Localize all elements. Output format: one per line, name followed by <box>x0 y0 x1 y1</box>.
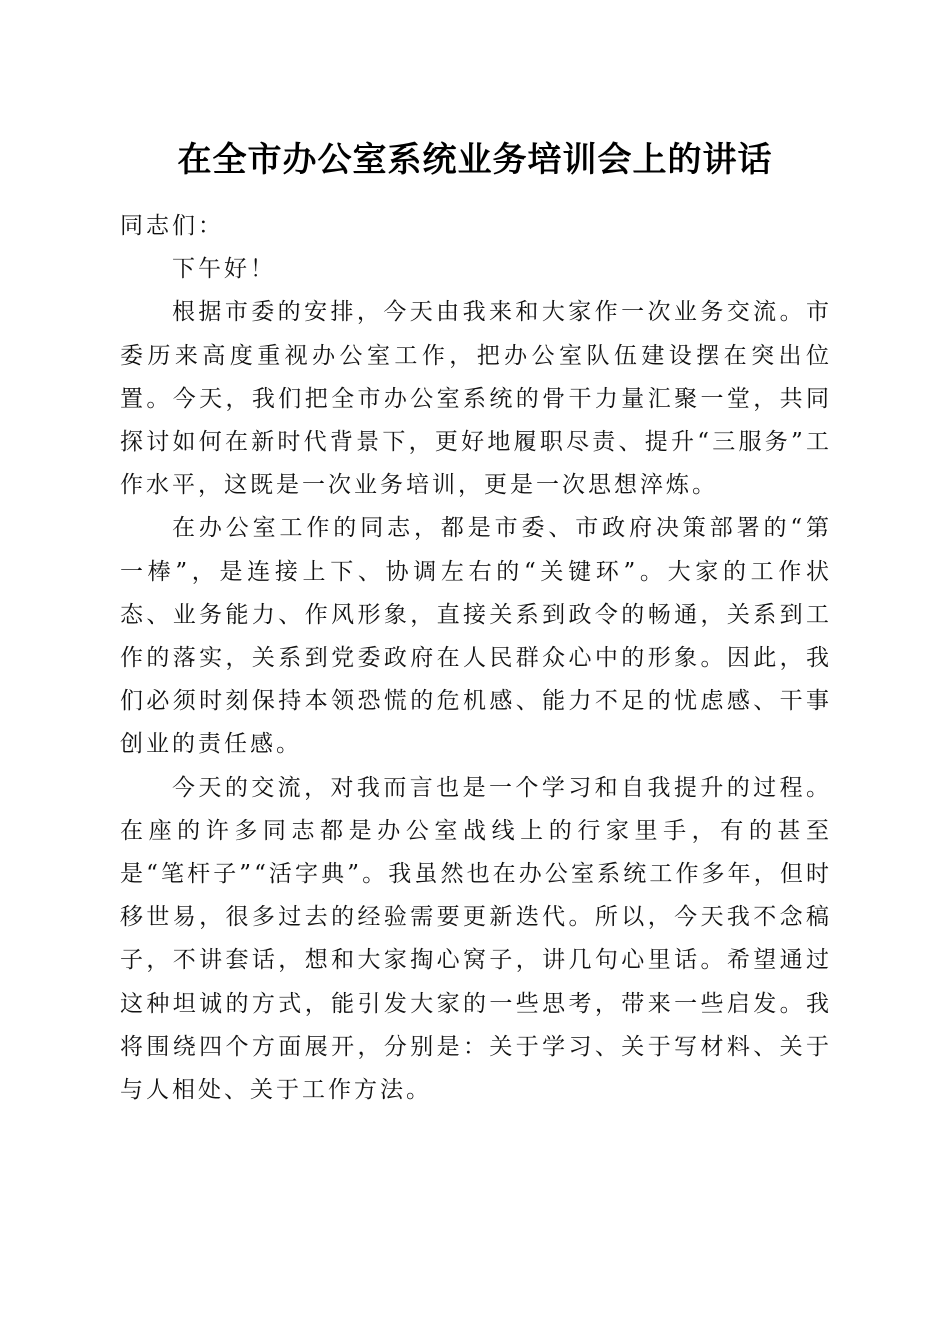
document-body <box>120 205 832 1112</box>
greeting: 下午好！ <box>172 256 276 283</box>
document-title: 在全市办公室系统业务培训会上的讲话 <box>177 140 773 180</box>
salutation: 同志们： <box>120 213 224 239</box>
paragraph: 根据市委的安排，今天由我来和大家作一次业务交流。市委历来高度重视办公室工作，把办公室队伍建设摆在突出位置。今天，我们把全市办公室系统的骨干力量汇聚一堂，共同探讨如何在新时代背景下，更好地履职尽责、提升“三服务”工作水平，这既是一次业务培训，更是一次思想淬炼。 <box>120 299 832 499</box>
paragraph: 今天的交流，对我而言也是一个学习和自我提升的过程。在座的许多同志都是办公室战线上的行家里手，有的甚至是“笔杆子”“活字典”。我虽然也在办公室系统工作多年，但时移世易，很多过去的经验需要更新迭代。所以，今天我不念稿子，不讲套话，想和大家掏心窝子，讲几句心里话。希望通过这种坦诚的方式，能引发大家的一些思考，带来一些启发。我将围绕四个方面展开，分别是：关于学习、关于写材料、关于与人相处、关于工作方法。 <box>120 774 832 1104</box>
paragraph: 在办公室工作的同志，都是市委、市政府决策部署的“第一棒”，是连接上下、协调左右的“关键环”。大家的工作状态、业务能力、作风形象，直接关系到政令的畅通，关系到工作的落实，关系到党委政府在人民群众心中的形象。因此，我们必须时刻保持本领恐慌的危机感、能力不足的忧虑感、干事创业的责任感。 <box>120 515 832 758</box>
